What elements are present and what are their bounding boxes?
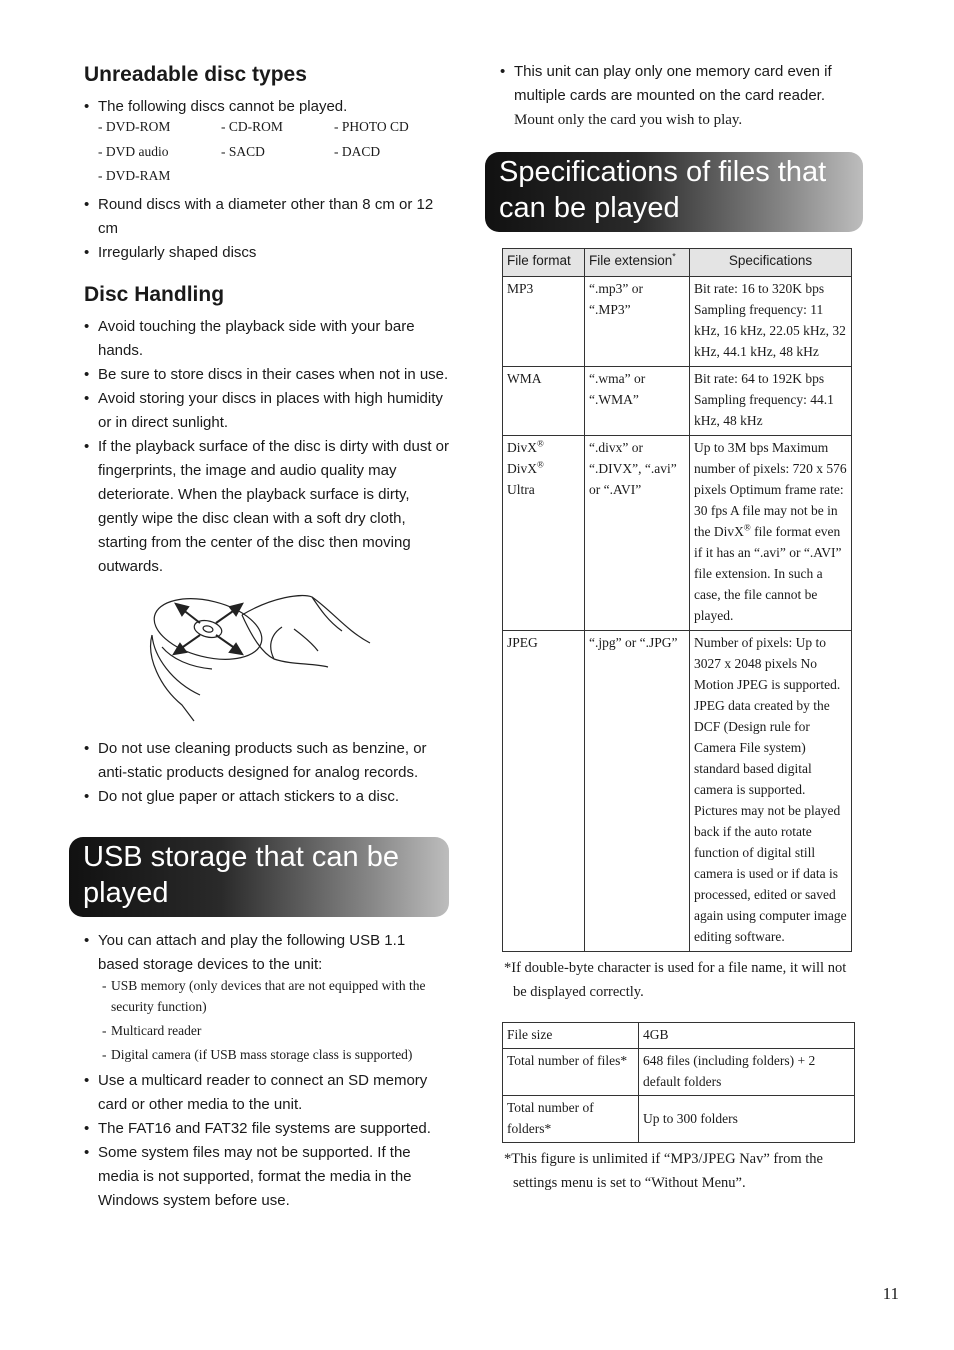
usb-banner xyxy=(69,837,449,917)
unreadable-heading: Unreadable disc types xyxy=(84,63,307,86)
cell-value: 648 files (including folders) + 2 default folders xyxy=(639,1049,855,1096)
handling-after-list xyxy=(84,737,449,809)
table-row xyxy=(503,277,852,367)
disc-type: - DVD-RAM xyxy=(98,168,171,183)
unreadable-more-list xyxy=(84,193,449,265)
disc-type: - SACD xyxy=(221,143,265,159)
disc-type-grid xyxy=(84,115,449,189)
cell-value: Up to 300 folders xyxy=(639,1096,855,1143)
specs-banner-title: Specifications of files that can be played xyxy=(499,156,827,224)
left-column xyxy=(84,60,449,1213)
disc-handling-heading: Disc Handling xyxy=(84,282,225,306)
cell-extension: “.jpg” or “.JPG” xyxy=(585,631,690,952)
handling-list xyxy=(84,315,449,579)
usb-more-list xyxy=(84,1069,449,1213)
cell-spec: Bit rate: 64 to 192K bps Sampling frequency: 44.1 kHz, 48 kHz xyxy=(690,367,852,436)
header-specifications: Specifications xyxy=(690,249,852,277)
cell-format: DivX® DivX® Ultra xyxy=(503,436,585,631)
disc-type: - DVD audio xyxy=(98,143,169,159)
cell-spec: Number of pixels: Up to 3027 x 2048 pixels No Motion JPEG is supported. JPEG data created by the DCF (Design rule for Camera File system) standard based digital camera is supported. Pictures may not be played back if the auto rotate function of digital still camera is used or if data is processed, edited or saved again using computer image editing software. xyxy=(690,631,852,952)
list-item: • You can attach and play the following USB 1.1 based storage devices to the unit: xyxy=(84,929,449,977)
cell-format: JPEG xyxy=(503,631,585,952)
cell-extension: “.divx” or “.DIVX”, “.avi” or “.AVI” xyxy=(585,436,690,631)
list-item: • Round discs with a diameter other than 8 cm or 12 cm xyxy=(84,193,449,241)
file-spec-table xyxy=(502,248,852,952)
list-item: • Avoid touching the playback side with your bare hands. xyxy=(84,315,449,363)
memory-card-list xyxy=(500,60,860,132)
limits-footnote: *This figure is unlimited if “MP3/JPEG Nav” from the settings menu is set to “Without Menu”. xyxy=(504,1151,823,1191)
memory-card-text: This unit can play only one memory card even if multiple cards are mounted on the card reader. xyxy=(514,63,832,104)
cell-format: MP3 xyxy=(503,277,585,367)
header-file-extension: File extension* xyxy=(585,249,690,277)
list-item: - Digital camera (if USB mass storage class is supported) xyxy=(102,1044,449,1065)
disc-type: - PHOTO CD xyxy=(334,119,409,134)
usb-device-list xyxy=(84,975,449,1065)
list-item: • Do not glue paper or attach stickers to a disc. xyxy=(84,785,449,809)
list-item: • If the playback surface of the disc is dirty with dust or fingerprints, the image and audio quality may deteriorate. When the playback surface is dirty, gently wipe the disc clean with a soft dry cloth, starting from the center of the disc then moving outwards. xyxy=(84,435,449,579)
list-item: • Use a multicard reader to connect an SD memory card or other media to the unit. xyxy=(84,1069,449,1117)
table-row xyxy=(503,1023,855,1049)
limits-table xyxy=(502,1022,855,1143)
list-item: • Some system files may not be supported. If the media is not supported, format the media in the Windows system before use. xyxy=(84,1141,449,1213)
usb-banner-title: USB storage that can be played xyxy=(83,840,399,909)
list-item: • Irregularly shaped discs xyxy=(84,241,449,265)
cell-extension: “.wma” or “.WMA” xyxy=(585,367,690,436)
usb-intro-list xyxy=(84,929,449,977)
unreadable-list xyxy=(84,95,449,119)
cell-spec: Up to 3M bps Maximum number of pixels: 720 x 576 pixels Optimum frame rate: 30 fps A file may not be in the DivX® file format even if it has an “.avi” or “.AVI” file extension. In such a case, the file cannot be played. xyxy=(690,436,852,631)
memory-card-text-serif: Mount only the card you wish to play. xyxy=(514,112,743,128)
list-item: • The FAT16 and FAT32 file systems are supported. xyxy=(84,1117,449,1141)
disc-type: - CD-ROM xyxy=(221,119,283,134)
cell-label: Total number of files* xyxy=(503,1049,639,1096)
table-row xyxy=(503,631,852,952)
table-row xyxy=(503,436,852,631)
disc-type: - DACD xyxy=(334,143,381,159)
page-number: 11 xyxy=(882,1284,899,1303)
specs-footnote: *If double-byte character is used for a file name, it will not be displayed correctly. xyxy=(504,960,847,1000)
cell-value: 4GB xyxy=(639,1023,855,1049)
list-item: • Avoid storing your discs in places with high humidity or in direct sunlight. xyxy=(84,387,449,435)
right-column xyxy=(500,60,860,1195)
table-row xyxy=(503,1049,855,1096)
table-header-row xyxy=(503,249,852,277)
table-row xyxy=(503,1096,855,1143)
list-item: • Be sure to store discs in their cases when not in use. xyxy=(84,363,449,387)
disc-cleaning-illustration xyxy=(142,587,382,727)
header-file-format: File format xyxy=(503,249,585,277)
list-item: • The following discs cannot be played. xyxy=(84,95,449,119)
cell-format: WMA xyxy=(503,367,585,436)
cell-label: Total number of folders* xyxy=(503,1096,639,1143)
list-item: - Multicard reader xyxy=(102,1020,449,1041)
disc-type: - DVD-ROM xyxy=(98,119,171,134)
list-item: • Do not use cleaning products such as benzine, or anti-static products designed for analog records. xyxy=(84,737,449,785)
table-row xyxy=(503,367,852,436)
list-item: - USB memory (only devices that are not equipped with the security function) xyxy=(102,975,449,1017)
specs-banner xyxy=(485,152,863,232)
cell-label: File size xyxy=(503,1023,639,1049)
list-item xyxy=(500,60,860,132)
cell-extension: “.mp3” or “.MP3” xyxy=(585,277,690,367)
cell-spec: Bit rate: 16 to 320K bps Sampling frequency: 11 kHz, 16 kHz, 22.05 kHz, 32 kHz, 44.1 kHz, 48 kHz xyxy=(690,277,852,367)
